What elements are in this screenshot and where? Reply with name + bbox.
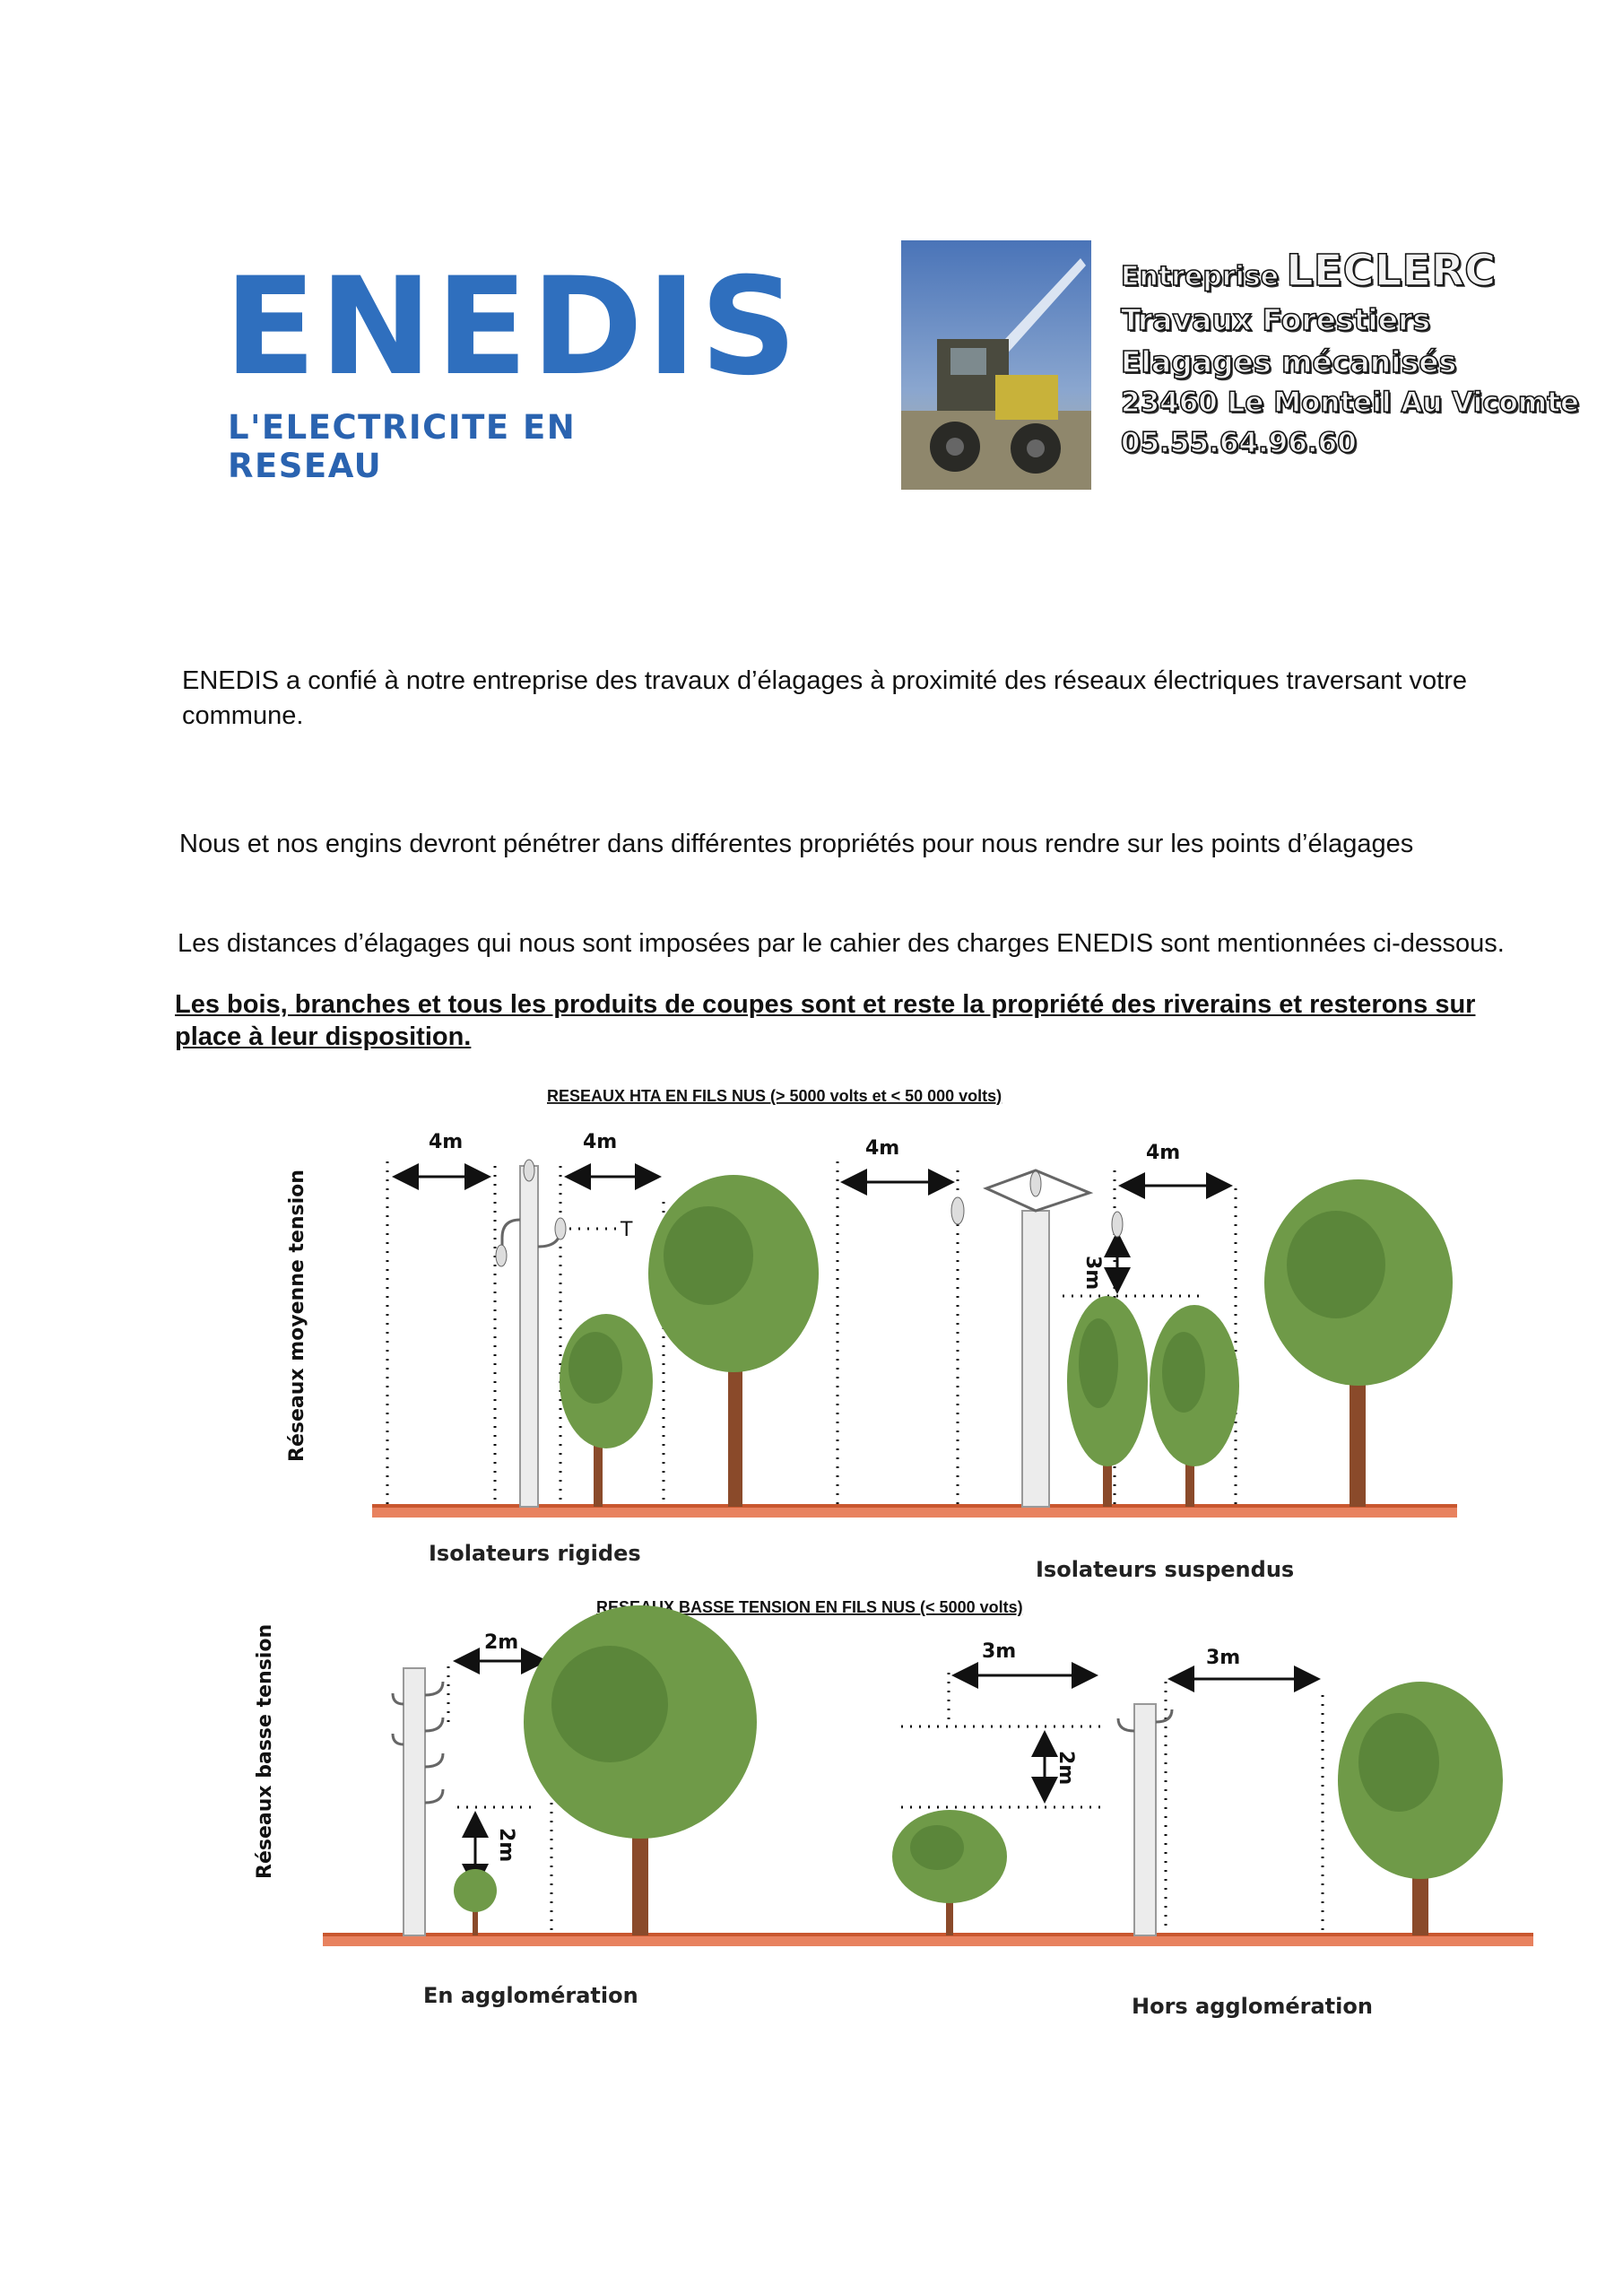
company-phone: 05.55.64.96.60 bbox=[1121, 427, 1357, 459]
company-activity-2: Elagages mécanisés bbox=[1121, 344, 1457, 379]
paragraph-wood-ownership: Les bois, branches et tous les produits de coupes sont et reste la propriété des riverains et resterons sur place à leur disposition. bbox=[175, 990, 1476, 1052]
company-entreprise-word: Entreprise bbox=[1121, 261, 1280, 292]
paragraph-distances: Les distances d’élagages qui nous sont imposées par le cahier des charges ENEDIS sont mentionnées ci-dessous. bbox=[178, 929, 1505, 958]
company-photo bbox=[901, 240, 1091, 490]
enedis-logo bbox=[224, 249, 801, 485]
pruning-distance-diagram bbox=[0, 1076, 1623, 2081]
bt-trees bbox=[454, 1605, 1503, 1935]
hta-caption-suspended: Isolateurs suspendus bbox=[1036, 1557, 1295, 1582]
paragraph-access: Nous et nos engins devront pénétrer dans différentes propriétés pour nous rendre sur les points d’élagages bbox=[179, 830, 1414, 858]
hta-side-label: Réseaux moyenne tension bbox=[286, 1170, 308, 1462]
hta-caption-rigid: Isolateurs rigides bbox=[429, 1541, 641, 1566]
hta-dim-4m-d: 4m bbox=[1146, 1142, 1181, 1164]
bt-dim-2m-horizontal: 2m bbox=[484, 1631, 519, 1654]
company-title-line bbox=[1121, 246, 1605, 296]
bt-dim-2m-c: 2m bbox=[1055, 1751, 1077, 1786]
bt-title: RESEAUX BASSE TENSION EN FILS NUS (< 5000 volts) bbox=[596, 1598, 1023, 1616]
hta-dim-3m: 3m bbox=[1081, 1256, 1104, 1291]
hta-dim-4m-a: 4m bbox=[429, 1131, 464, 1153]
paragraph-intro: ENEDIS a confié à notre entreprise des travaux d’élagages à proximité des réseaux électriques traversant votre commune. bbox=[182, 666, 1468, 731]
hta-dim-4m-c: 4m bbox=[865, 1137, 900, 1160]
hta-trees bbox=[560, 1175, 1453, 1507]
bt-caption-urban: En agglomération bbox=[423, 1983, 638, 2008]
company-activity-1: Travaux Forestiers bbox=[1121, 302, 1431, 337]
hta-dim-4m-b: 4m bbox=[583, 1131, 618, 1153]
bt-dim-2m-vertical: 2m bbox=[495, 1828, 517, 1863]
bt-ground bbox=[323, 1933, 1533, 1946]
company-address: 23460 Le Monteil Au Vicomte bbox=[1121, 387, 1580, 419]
enedis-logo-tagline: L'ELECTRICITE EN RESEAU bbox=[228, 408, 577, 485]
company-name: LECLERC bbox=[1286, 246, 1497, 296]
company-info-block bbox=[1121, 246, 1605, 470]
bt-dim-3m-a: 3m bbox=[982, 1640, 1017, 1663]
bt-pole-rural bbox=[1118, 1704, 1172, 1935]
bt-pole-urban bbox=[393, 1668, 443, 1935]
bt-dim-3m-b: 3m bbox=[1206, 1647, 1241, 1669]
svg-text:T: T bbox=[621, 1219, 633, 1241]
bt-caption-rural: Hors agglomération bbox=[1132, 1994, 1373, 2019]
hta-title: RESEAUX HTA EN FILS NUS (> 5000 volts et < 50 000 volts) bbox=[547, 1087, 1002, 1105]
bt-side-label: Réseaux basse tension bbox=[254, 1623, 276, 1879]
enedis-logo-word: ENEDIS bbox=[224, 249, 801, 405]
